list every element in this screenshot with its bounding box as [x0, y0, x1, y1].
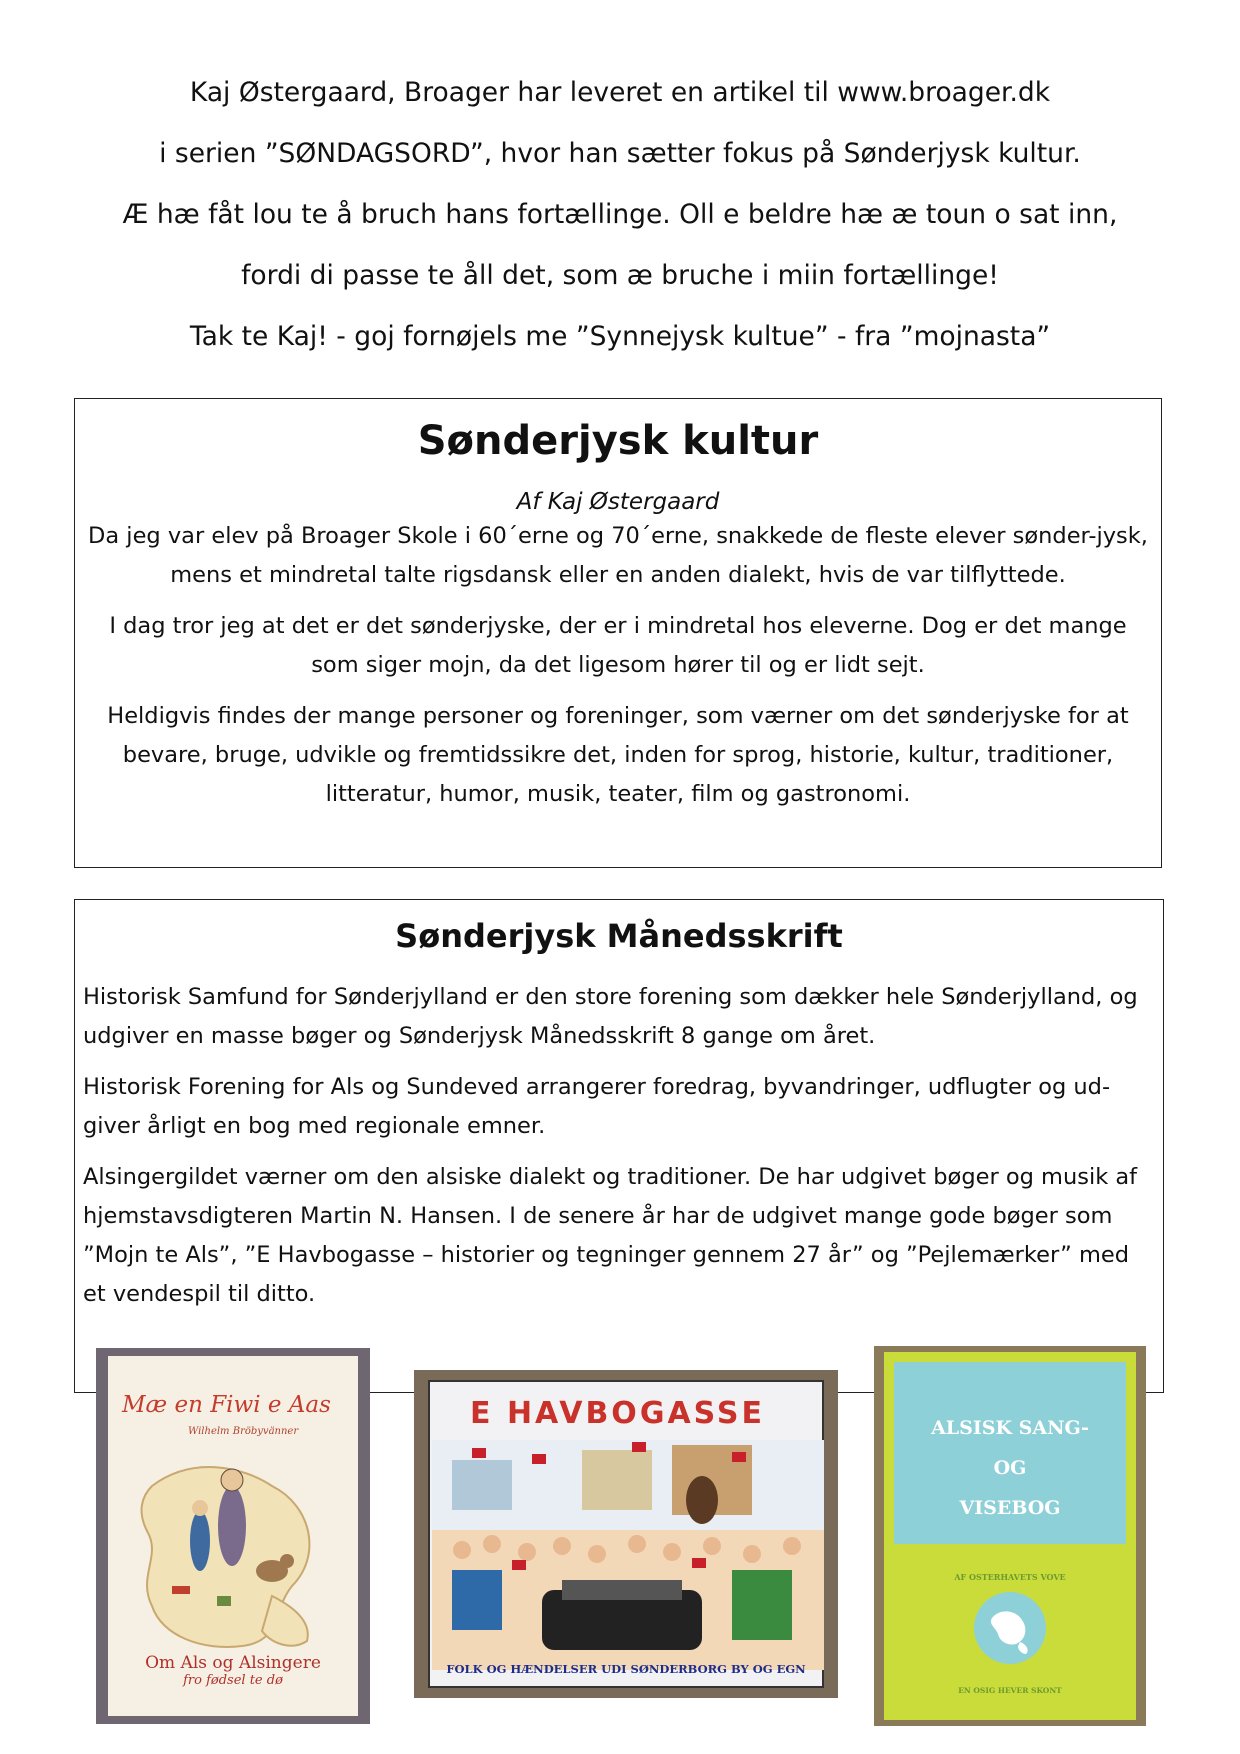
- byline: Af Kaj Østergaard: [516, 489, 720, 515]
- intro-line: i serien ”SØNDAGSORD”, hvor han sætter fokus på Sønderjysk kultur.: [159, 138, 1081, 169]
- book-cover: [884, 1352, 1136, 1720]
- book-title: Mæ en Fiwi e Aas: [122, 1392, 331, 1418]
- book-photo-3: [874, 1346, 1146, 1726]
- intro-line: Kaj Østergaard, Broager har leveret en artikel til www.broager.dk: [189, 77, 1051, 108]
- section-sonderjysk-kultur: [74, 398, 1162, 868]
- paragraph: Heldigvis findes der mange personer og foreninger, som værner om det sønderjyske for at bevare, bruge, udvikle og fremtidssikre det, inden for sprog, historie, kultur, traditioner, litteratur, humor, musik, teater, film og gastronomi.: [107, 703, 1129, 807]
- book-subtitle: FOLK OG HÆNDELSER UDI SØNDERBORG BY OG EGN: [446, 1662, 806, 1676]
- book-cover: [108, 1356, 358, 1716]
- paragraph: Historisk Forening for Als og Sundeved arrangerer foredrag, byvandringer, udflugter og ud-giver årligt en bog med regionale emner.: [83, 1074, 1111, 1139]
- book-top-panel: [894, 1362, 1126, 1544]
- book-cover: [428, 1380, 824, 1688]
- intro-line: Æ hæ fåt lou te å bruch hans fortællinge. Oll e beldre hæ æ toun o sat inn,: [122, 199, 1118, 230]
- book-title: ALSISK SANG- OG VISEBOG: [931, 1417, 1089, 1519]
- section-title: Sønderjysk Månedsskrift: [395, 917, 843, 955]
- book-photo-2: [414, 1370, 838, 1698]
- book-motto-bottom: EN OSIG HEVER SKONT: [958, 1686, 1062, 1695]
- book-motto: AF OSTERHAVETS VOVE: [954, 1572, 1066, 1582]
- paragraph: Alsingergildet værner om den alsiske dialekt og traditioner. De har udgivet bøger og musik af hjemstavsdigteren Martin N. Hansen. I de senere år har de udgivet mange gode bøger som ”Mojn te Als”, ”E Havbogasse – historier og tegninger gennem 27 år” og ”Pejlemærker” med et vendespil til ditto.: [83, 1164, 1138, 1307]
- paragraph: Historisk Samfund for Sønderjylland er den store forening som dækker hele Sønderjylland, og udgiver en masse bøger og Sønderjysk Månedsskrift 8 gange om året.: [83, 984, 1138, 1049]
- book-title: E HAVBOGASSE: [470, 1396, 766, 1431]
- paragraph: Da jeg var elev på Broager Skole i 60´erne og 70´erne, snakkede de fleste elever sønder-jysk, mens et mindretal talte rigsdansk eller en anden dialekt, hvis de var tilflyttede.: [88, 523, 1148, 588]
- book-photo-1: [96, 1348, 370, 1724]
- intro-line: fordi di passe te åll det, som æ bruche i miin fortællinge!: [241, 260, 999, 291]
- island-emblem-icon: [970, 1588, 1050, 1668]
- book-tagline: fro fødsel te dø: [183, 1673, 283, 1688]
- book-author: Wilhelm Bröbyvänner: [188, 1426, 299, 1437]
- section-title: Sønderjysk kultur: [417, 418, 819, 464]
- section-maanedsskrift: [74, 899, 1164, 1393]
- book-subtitle: Om Als og Alsingere: [145, 1653, 321, 1673]
- crowd-illustration: [432, 1440, 824, 1670]
- book-bottom-text: [108, 1653, 358, 1688]
- intro-text: [0, 62, 1240, 367]
- paragraph: I dag tror jeg at det er det sønderjyske, der er i mindretal hos eleverne. Dog er det mange som siger mojn, da det ligesom hører til og er lidt sejt.: [109, 613, 1127, 678]
- intro-line: Tak te Kaj! - goj fornøjels me ”Synnejysk kultue” - fra ”mojnasta”: [189, 321, 1051, 352]
- island-illustration: [122, 1446, 342, 1666]
